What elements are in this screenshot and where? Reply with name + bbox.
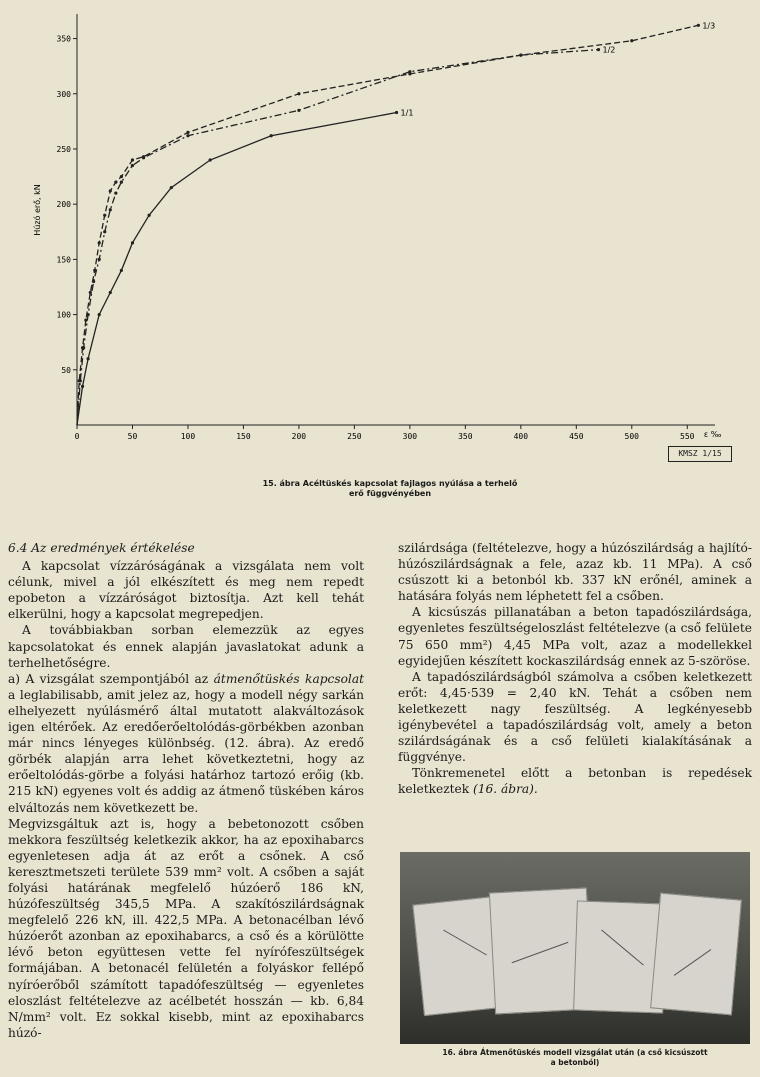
series-label: 1/2 [602, 45, 616, 55]
paragraph: A kapcsolat vízzáróságának a vizsgálata nem volt célunk, mivel a jól elkészített és meg nem repedt epobeton a vízzáróságot biztosítja. Azt kell tehát elkerülni, hogy a kapcsolat megrepedjen. [8, 559, 364, 622]
y-tick-label: 100 [56, 310, 71, 320]
paragraph-a-prefix: a) A vizsgálat szempontjából az [8, 671, 214, 686]
concrete-block [650, 893, 742, 1016]
data-point [114, 192, 117, 195]
data-point [597, 48, 600, 51]
data-point [408, 72, 411, 75]
paragraph: A tapadószilárdságból számolva a csőben keletkezett erőt: 4,45·539 = 2,40 kN. Tehát a csőben nem keletkezett nagy feszültség. A legkényesebb igénybevétel a tapadószilárdság volt, amely a beton szilárdságának és a cső felületi kialakításának a függvénye. [398, 669, 752, 765]
paragraph: A továbbiakban sorban elemezzük az egyes kapcsolatokat és ennek alapján javaslatokat adunk a terhelhetőségre. [8, 623, 364, 670]
data-point [142, 155, 145, 158]
data-point [98, 241, 101, 244]
data-point [131, 241, 134, 244]
figure-ref: (16. ábra). [473, 782, 538, 797]
x-tick-label: 400 [513, 432, 529, 441]
x-tick-label: 150 [236, 432, 251, 441]
data-point [81, 346, 84, 349]
data-point [120, 175, 123, 178]
y-axis-label: Húzó erő, kN [33, 184, 42, 236]
figure-16-caption-line1: 16. ábra Átmenőtüskés modell vizsgálat után (a cső kicsúszott [442, 1048, 708, 1057]
x-tick-label: 0 [74, 432, 80, 441]
chart-svg [0, 0, 760, 470]
data-point [81, 385, 84, 388]
paragraph-b: Megvizsgáltuk azt is, hogy a bebetonozott csőben mekkora feszültség keletkezik akkor, ha az epoxihabarcs egyenletesen adja át az erőt a csőnek. A cső keresztmetszeti területe 539 mm² volt. A csőben a saját folyási határának megfelelő húzóerő 186 kN, húzófeszültség 345,5 MPa. A szakítószilárdságnak megfelelő 226 kN, ill. 422,5 MPa. A betonacélban lévő húzóerőt azonban az epoxihabarcs, a cső és a körülötte lévő beton együttesen vette fel nyírófeszültségek formájában. A betonacél felületén a folyáskor fellépő nyíróerőből számított tapadófeszültség — egyenletes eloszlást feltételezve az acélbetét hosszán — kb. 6,84 N/mm² volt. Ez sokkal kisebb, mint az epoxihabarcs húzó- [8, 816, 364, 1040]
y-tick-label: 300 [56, 89, 71, 99]
x-tick-label: 500 [624, 432, 640, 441]
series-label: 1/1 [400, 108, 414, 118]
y-tick-label: 150 [56, 255, 71, 265]
data-point [186, 134, 189, 137]
right-column [398, 540, 752, 798]
data-point [86, 357, 89, 360]
data-point [270, 134, 273, 137]
data-point [519, 54, 522, 57]
figure-16-caption-line2: a betonból) [550, 1057, 600, 1067]
figure-15-caption [220, 479, 560, 500]
series-line-1-1 [77, 113, 397, 425]
y-tick-label: 200 [56, 200, 71, 210]
figure-stamp: KMSZ 1/15 [668, 446, 732, 462]
y-tick-label: 350 [56, 34, 71, 44]
paragraph [398, 765, 752, 797]
data-point [78, 379, 81, 382]
data-point [109, 189, 112, 192]
data-point [395, 111, 398, 114]
x-tick-label: 350 [458, 432, 473, 441]
figure-15-chart [0, 0, 760, 470]
paragraph: A kicsúszás pillanatában a beton tapadószilárdsága, egyenletes feszültségeloszlást feltételezve (a cső felülete 75 650 mm²) 4,45 MPa volt, azaz a modellekkel egyidejűen készített kockaszilárdság ennek az 5-szöröse. [398, 605, 752, 668]
paragraph-text: Tönkremenetel előtt a betonban is repedések keletkeztek [398, 766, 752, 797]
data-point [120, 269, 123, 272]
data-point [131, 164, 134, 167]
x-axis-label: ε ‰ [703, 430, 722, 439]
data-point [109, 291, 112, 294]
paragraph-a [8, 671, 364, 816]
figure-16-caption [405, 1048, 745, 1068]
left-column [8, 540, 364, 1041]
x-tick-label: 250 [347, 432, 362, 441]
paragraph: szilárdsága (feltételezve, hogy a húzószilárdság a hajlító-húzószilárdságnak a fele, azaz kb. 11 MPa). A cső csúszott ki a betonból kb. 337 kN erőnél, aminek a hatására folyás nem léphetett fel a csőben. [398, 541, 752, 604]
y-tick-label: 250 [56, 144, 71, 154]
y-tick-label: 50 [61, 365, 71, 375]
data-point [148, 214, 151, 217]
paragraph-a-italic: átmenőtüskés kapcsolat [213, 671, 364, 686]
data-point [170, 186, 173, 189]
series-label: 1/3 [702, 21, 716, 31]
figure-15-caption-line2: erő függvényében [348, 489, 432, 499]
data-point [84, 319, 87, 322]
data-point [186, 131, 189, 134]
data-point [93, 269, 96, 272]
x-tick-label: 550 [680, 432, 695, 441]
data-point [98, 258, 101, 261]
data-point [209, 158, 212, 161]
x-tick-label: 300 [402, 432, 418, 441]
data-point [103, 214, 106, 217]
x-tick-label: 100 [180, 432, 196, 441]
data-point [697, 24, 700, 27]
series-line-1-2 [77, 50, 598, 425]
figure-16-photo [400, 852, 750, 1044]
data-point [114, 180, 117, 183]
x-tick-label: 50 [127, 432, 138, 441]
data-point [89, 291, 92, 294]
data-point [109, 208, 112, 211]
series-line-1-3 [77, 25, 698, 425]
paragraph-a-rest: a leglabilisabb, amit jelez az, hogy a modell négy sarkán elhelyezett nyúlásmérő által mutatott alakváltozások igen eltérőek. Az eredőerőeltolódás-görbékben azonban már nincs lényeges különbség. (12. ábra). Az eredő görbék alapján arra lehet következtetni, hogy az erőeltolódás-görbe a folyási határhoz tartozó erőig (kb. 215 kN) egyenes volt és addig az átmenő tüskében káros elváltozás nem következett be. [8, 687, 364, 815]
data-point [131, 158, 134, 161]
section-heading: 6.4 Az eredmények értékelése [8, 541, 195, 555]
x-tick-label: 450 [569, 432, 584, 441]
data-point [120, 180, 123, 183]
data-point [98, 313, 101, 316]
data-point [297, 92, 300, 95]
data-point [630, 39, 633, 42]
data-point [103, 230, 106, 233]
data-point [297, 109, 300, 112]
x-tick-label: 200 [291, 432, 307, 441]
figure-15-caption-line1: 15. ábra Acéltüskés kapcsolat fajlagos nyúlása a terhelő [262, 479, 518, 488]
